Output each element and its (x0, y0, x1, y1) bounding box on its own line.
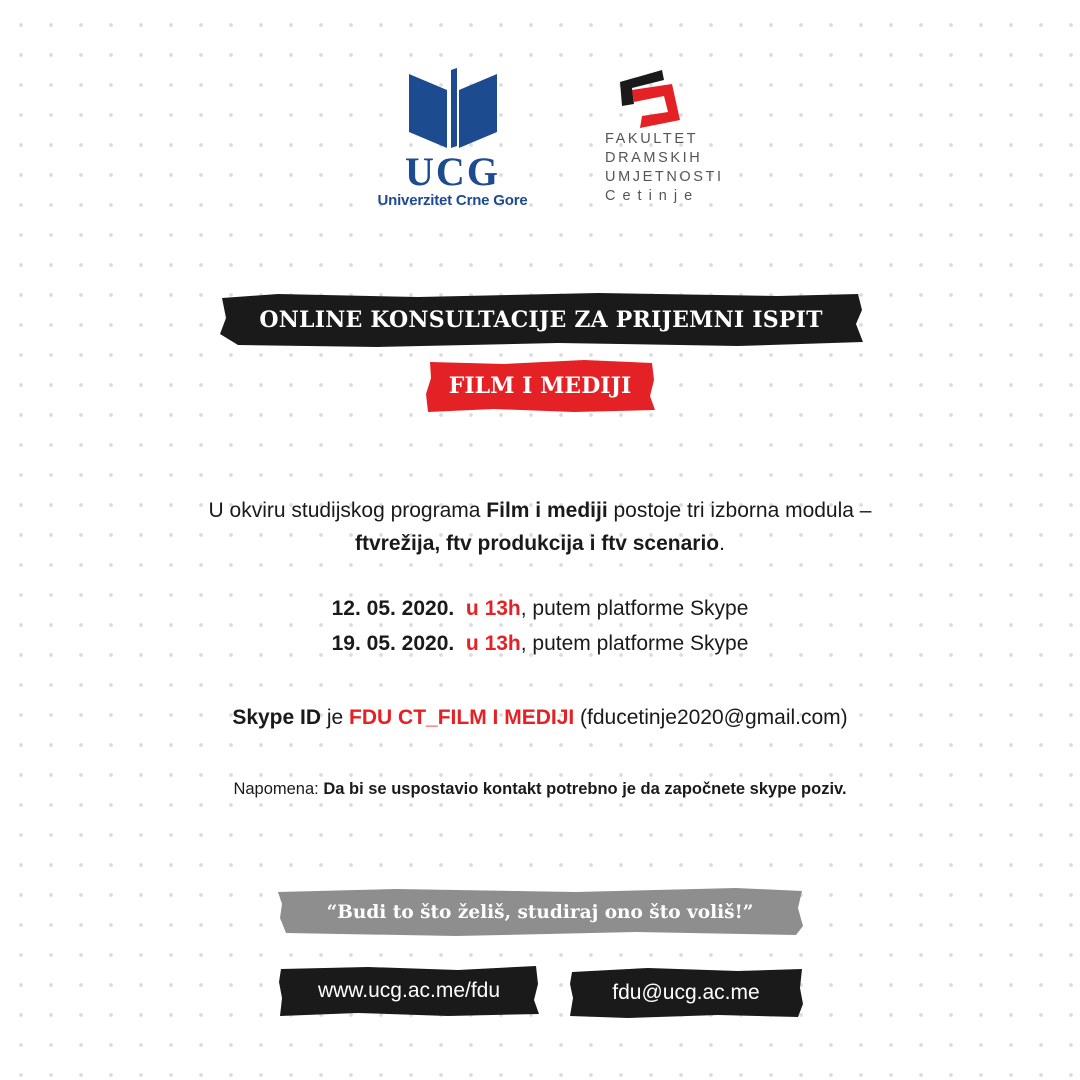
schedule-platform: , putem platforme Skype (520, 597, 749, 620)
skype-label: Skype ID (232, 706, 322, 729)
fdu-name-line-3: UMJETNOSTI (605, 169, 724, 185)
title-banner (218, 290, 864, 350)
website-banner[interactable] (278, 964, 540, 1018)
note (0, 775, 1080, 803)
fdu-logo (600, 68, 730, 218)
fdu-city: Cetinje (605, 188, 700, 204)
fdu-name-line-1: FAKULTET (605, 131, 699, 147)
note-label: Napomena: (233, 780, 324, 798)
fdu-emblem-icon (618, 68, 688, 130)
skype-email[interactable]: (fducetinje2020@gmail.com) (574, 706, 848, 729)
schedule-line (0, 630, 1080, 658)
program-banner (424, 358, 656, 414)
ucg-full-name: Univerzitet Crne Gore (377, 192, 528, 209)
skype-info (0, 704, 1080, 732)
intro-suffix: postoje tri izborna modula – (607, 499, 872, 522)
note-text: Da bi se uspostavio kontakt potrebno je da započnete skype poziv. (323, 780, 847, 798)
skype-id[interactable]: FDU CT_FILM I MEDIJI (349, 706, 575, 729)
fdu-name-line-2: DRAMSKIH (605, 150, 703, 166)
skype-connector: je (321, 706, 350, 729)
email-banner[interactable] (568, 966, 804, 1020)
intro-end: . (719, 532, 725, 555)
schedule-platform: , putem platforme Skype (520, 632, 749, 655)
schedule-date: 19. 05. 2020. (331, 632, 455, 655)
motto-banner (276, 886, 804, 938)
intro-modules: ftvrežija, ftv produkcija i ftv scenario (355, 532, 720, 555)
schedule-time: u 13h (465, 597, 521, 620)
schedule-time: u 13h (465, 632, 521, 655)
schedule-date: 12. 05. 2020. (331, 597, 455, 620)
motto-text: “Budi to što želiš, studiraj ono što voliš!” (326, 901, 754, 923)
page-title: ONLINE KONSULTACIJE ZA PRIJEMNI ISPIT (259, 307, 823, 333)
schedule-line (0, 595, 1080, 623)
email-link[interactable]: fdu@ucg.ac.me (612, 981, 760, 1004)
program-title: FILM I MEDIJI (448, 373, 632, 399)
ucg-logo (370, 68, 535, 218)
intro-line-2 (0, 530, 1080, 558)
intro-program-name: Film i mediji (486, 499, 608, 522)
intro-line-1 (0, 497, 1080, 525)
ucg-abbreviation: UCG (405, 149, 500, 194)
website-link[interactable]: www.ucg.ac.me/fdu (317, 979, 501, 1002)
intro-prefix: U okviru studijskog programa (208, 499, 487, 522)
open-book-icon (405, 68, 501, 150)
